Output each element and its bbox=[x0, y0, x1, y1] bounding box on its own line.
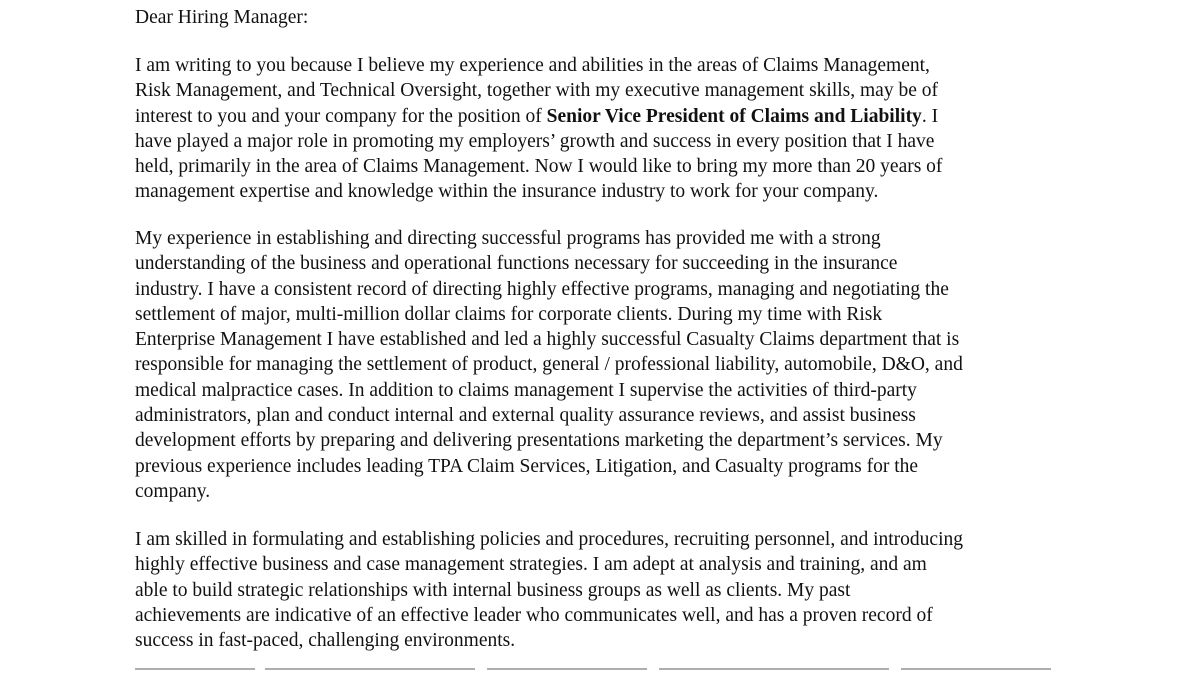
text-line: able to build strategic relationships with internal business groups as well as clients. My past bbox=[135, 579, 851, 601]
text-line: administrators, plan and conduct internal and external quality assurance reviews, and assist business bbox=[135, 405, 916, 427]
text-line: My experience in establishing and directing successful programs has provided me with a strong bbox=[135, 228, 881, 249]
text-line: settlement of major, multi-million dollar claims for corporate clients. During my time with Risk bbox=[135, 303, 883, 325]
text-line: highly effective business and case management strategies. I am adept at analysis and training, and am bbox=[135, 554, 927, 576]
text-line: previous experience includes leading TPA Claim Services, Litigation, and Casualty programs for the bbox=[135, 455, 919, 477]
position-title: Senior Vice President of Claims and Liability bbox=[546, 105, 922, 127]
paragraph-skills bbox=[135, 527, 963, 653]
text-line: Risk Management, and Technical Oversight, together with my executive management skills, may be of bbox=[135, 80, 938, 102]
text-line: industry. I have a consistent record of directing highly effective programs, managing and negotiating the bbox=[135, 278, 949, 300]
text-line: medical malpractice cases. In addition to claims management I supervise the activities of third-party bbox=[135, 379, 917, 401]
text-line: I am writing to you because I believe my experience and abilities in the areas of Claims Management, bbox=[135, 55, 930, 76]
text-line: management expertise and knowledge within the insurance industry to work for your company. bbox=[135, 181, 879, 203]
salutation: Dear Hiring Manager: bbox=[135, 7, 309, 28]
text-line: development efforts by preparing and delivering presentations marketing the department’s services. My bbox=[135, 430, 943, 452]
text-line: success in fast-paced, challenging environments. bbox=[135, 630, 516, 652]
text-line: held, primarily in the area of Claims Management. Now I would like to bring my more than 20 years of bbox=[135, 156, 943, 178]
text-run: interest to you and your company for the position of bbox=[135, 105, 547, 127]
text-line bbox=[135, 104, 942, 129]
text-line: company. bbox=[135, 480, 211, 502]
text-run: . I bbox=[921, 105, 939, 127]
cut-off-text-line bbox=[135, 668, 1065, 675]
text-line: understanding of the business and operational functions necessary for succeeding in the insurance bbox=[135, 253, 898, 275]
text-line: achievements are indicative of an effective leader who communicates well, and has a proven record of bbox=[135, 604, 933, 626]
text-line: Enterprise Management I have established and led a highly successful Casualty Claims department that is bbox=[135, 329, 960, 351]
text-line: responsible for managing the settlement of product, general / professional liability, automobile, D&O, and bbox=[135, 354, 963, 376]
paragraph-intro bbox=[135, 53, 942, 205]
paragraph-experience bbox=[135, 226, 963, 504]
text-line: I am skilled in formulating and establishing policies and procedures, recruiting personnel, and introducing bbox=[135, 529, 963, 550]
text-line: have played a major role in promoting my employers’ growth and success in every position that I have bbox=[135, 130, 935, 152]
